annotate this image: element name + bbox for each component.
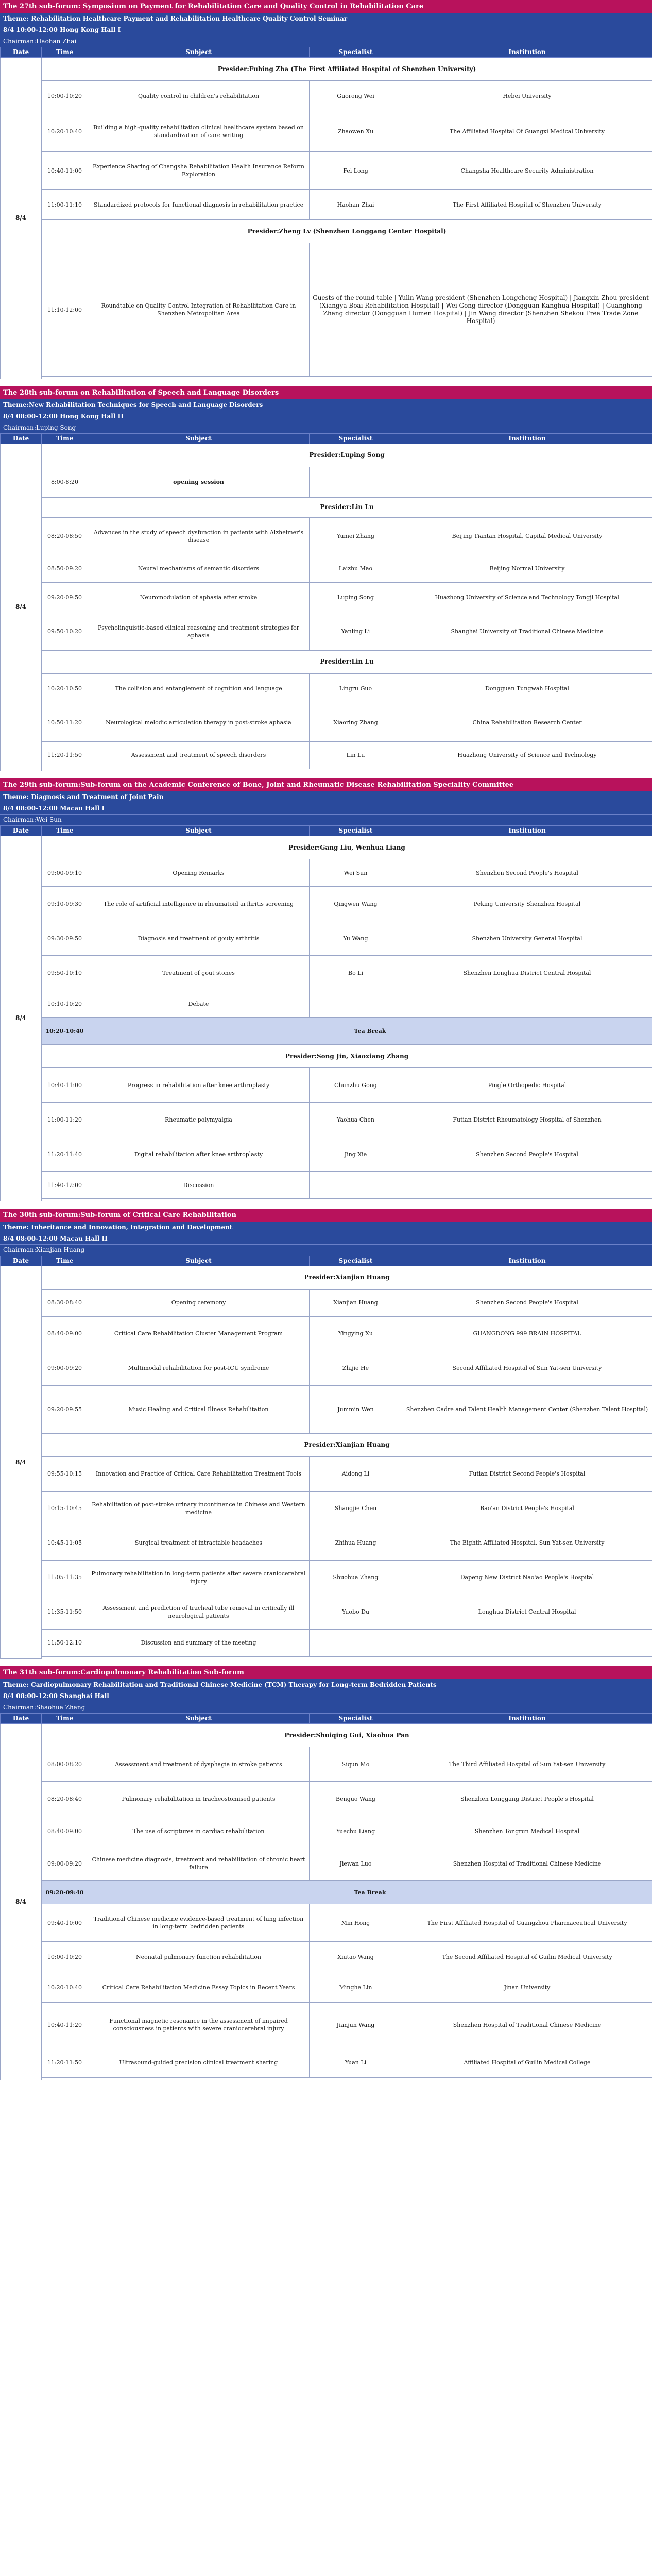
column-header: Date	[1, 1256, 42, 1266]
table-cell: Min Hong	[310, 1904, 402, 1942]
table-cell: Shenzhen Longhua District Central Hospital	[402, 956, 652, 990]
table-cell: Standardized protocols for functional diagnosis in rehabilitation practice	[88, 190, 310, 220]
column-header: Time	[42, 433, 88, 444]
table-cell: 09:00-09:10	[42, 859, 88, 887]
table-cell: 09:40-10:00	[42, 1904, 88, 1942]
table-cell: Debate	[88, 990, 310, 1018]
table-cell: Second Affiliated Hospital of Sun Yat-sen University	[402, 1351, 652, 1385]
table-cell	[42, 2078, 652, 2080]
table-cell: Opening Remarks	[88, 859, 310, 887]
table-cell	[310, 467, 402, 497]
table-cell: 09:10-09:30	[42, 887, 88, 921]
sub-forum-30-venue: 8/4 08:00-12:00 Macau Hall II	[0, 1233, 652, 1244]
sub-forum-28-banner: The 28th sub-forum on Rehabilitation of Speech and Language Disorders	[0, 386, 652, 399]
table-cell: 11:00-11:10	[42, 190, 88, 220]
table-row	[1, 81, 652, 111]
header-subject: Subject	[88, 47, 310, 58]
table-cell: Surgical treatment of intractable headaches	[88, 1526, 310, 1560]
column-header: Institution	[402, 433, 652, 444]
sub-forum-29-table	[0, 825, 652, 1201]
column-header: Time	[42, 1714, 88, 1724]
table-cell: Lingru Guo	[310, 673, 402, 704]
presider-row	[1, 1266, 652, 1289]
table-row	[1, 1103, 652, 1137]
table-cell: Diagnosis and treatment of gouty arthritis	[88, 921, 310, 956]
header-specialist: Specialist	[310, 47, 402, 58]
table-cell: 10:40-11:20	[42, 2003, 88, 2047]
table-cell: Beijing Normal University	[402, 555, 652, 582]
sub-forum-31-theme: Theme: Cardiopulmonary Rehabilitation and Traditional Chinese Medicine (TCM) Therapy for Long-term Bedridden Patients	[0, 1679, 652, 1690]
table-cell: Treatment of gout stones	[88, 956, 310, 990]
table-cell: 10:20-10:40	[42, 111, 88, 152]
table-row	[1, 517, 652, 555]
table-cell: Roundtable on Quality Control Integration of Rehabilitation Care in Shenzhen Metropolitan Area	[88, 243, 310, 377]
table-cell: The Third Affiliated Hospital of Sun Yat-sen University	[402, 1747, 652, 1782]
table-row	[1, 1846, 652, 1881]
sub-forum-31-chair: Chairman:Shaohua Zhang	[0, 1702, 652, 1713]
column-header: Institution	[402, 1256, 652, 1266]
table-header	[1, 433, 652, 444]
table-cell: 08:00-08:20	[42, 1747, 88, 1782]
table-cell: Assessment and treatment of speech disorders	[88, 741, 310, 769]
presider-row	[1, 836, 652, 859]
sub-forum-30-banner: The 30th sub-forum:Sub-forum of Critical Care Rehabilitation	[0, 1209, 652, 1222]
table-cell: Neural mechanisms of semantic disorders	[88, 555, 310, 582]
table-cell: Dongguan Tungwah Hospital	[402, 673, 652, 704]
table-cell	[42, 1199, 652, 1201]
table-cell: Functional magnetic resonance in the assessment of impaired consciousness in patients with severe craniocerebral injury	[88, 2003, 310, 2047]
table-cell: 09:20-09:55	[42, 1385, 88, 1433]
table-cell: 10:10-10:20	[42, 990, 88, 1018]
table-cell: Digital rehabilitation after knee arthroplasty	[88, 1137, 310, 1172]
column-header: Specialist	[310, 1714, 402, 1724]
table-cell: The collision and entanglement of cognition and language	[88, 673, 310, 704]
table-row	[1, 956, 652, 990]
table-cell: Critical Care Rehabilitation Medicine Essay Topics in Recent Years	[88, 1972, 310, 2003]
table-row	[1, 1526, 652, 1560]
table-cell: Huazhong University of Science and Technology	[402, 741, 652, 769]
table-cell: 08:40-09:00	[42, 1816, 88, 1846]
table-row	[1, 1385, 652, 1433]
date-cell: 8/4	[1, 58, 42, 379]
table-cell	[310, 1172, 402, 1199]
table-cell	[402, 990, 652, 1018]
table-cell: 08:50-09:20	[42, 555, 88, 582]
table-cell: Affiliated Hospital of Guilin Medical College	[402, 2047, 652, 2078]
sub-forum-31-venue: 8/4 08:00-12:00 Shanghai Hall	[0, 1690, 652, 1702]
table-cell: The Affiliated Hospital Of Guangxi Medical University	[402, 111, 652, 152]
table-cell: Shenzhen Tongrun Medical Hospital	[402, 1816, 652, 1846]
table-cell: 08:20-08:40	[42, 1782, 88, 1816]
table-cell: Haohan Zhai	[310, 190, 402, 220]
table-row	[1, 1816, 652, 1846]
column-header: Time	[42, 826, 88, 836]
table-cell: 11:35-11:50	[42, 1595, 88, 1629]
table-cell: Longhua District Central Hospital	[402, 1595, 652, 1629]
table-cell: Tea Break	[88, 1881, 652, 1904]
presider-row	[1, 58, 652, 81]
table-cell: Pulmonary rehabilitation in long-term patients after severe craniocerebral injury	[88, 1560, 310, 1595]
table-row	[1, 243, 652, 377]
table-cell: Laizhu Mao	[310, 555, 402, 582]
table-row	[1, 1629, 652, 1656]
table-cell: Opening ceremony	[88, 1289, 310, 1316]
sub-forum-29-banner: The 29th sub-forum:Sub-forum on the Academic Conference of Bone, Joint and Rheumatic Disease Rehabilitation Speciality Committee	[0, 778, 652, 791]
table-cell: Futian District Second People's Hospital	[402, 1456, 652, 1491]
table-cell: Chinese medicine diagnosis, treatment and rehabilitation of chronic heart failure	[88, 1846, 310, 1881]
table-cell: 11:05-11:35	[42, 1560, 88, 1595]
table-cell: 11:20-11:40	[42, 1137, 88, 1172]
table-cell	[402, 467, 652, 497]
table-row	[1, 1595, 652, 1629]
table-cell: 10:00-10:20	[42, 1942, 88, 1972]
table-cell: Presider:Lin Lu	[42, 497, 652, 517]
table-cell: Minghe Lin	[310, 1972, 402, 2003]
table-row	[1, 990, 652, 1018]
table-cell: Xianjian Huang	[310, 1289, 402, 1316]
table-cell: Building a high-quality rehabilitation clinical healthcare system based on standardization of care writing	[88, 111, 310, 152]
sub-forum-30-chair: Chairman:Xianjian Huang	[0, 1244, 652, 1256]
table-row	[1, 555, 652, 582]
table-row	[1, 613, 652, 650]
table-cell: Yaohua Chen	[310, 1103, 402, 1137]
table-cell: 11:10-12:00	[42, 243, 88, 377]
table-cell	[42, 1656, 652, 1659]
table-cell: 10:40-11:00	[42, 1068, 88, 1103]
table-cell: Huazhong University of Science and Technology Tongji Hospital	[402, 582, 652, 613]
table-cell: Qingwen Wang	[310, 887, 402, 921]
table-cell: The First Affiliated Hospital of Guangzhou Pharmaceutical University	[402, 1904, 652, 1942]
date-cell: 8/4	[1, 444, 42, 771]
table-cell: Bao'an District People's Hospital	[402, 1491, 652, 1526]
table-cell: Yuechu Liang	[310, 1816, 402, 1846]
table-cell: The use of scriptures in cardiac rehabilitation	[88, 1816, 310, 1846]
table-cell: Futian District Rheumatology Hospital of Shenzhen	[402, 1103, 652, 1137]
table-cell: Shenzhen Cadre and Talent Health Management Center (Shenzhen Talent Hospital)	[402, 1385, 652, 1433]
column-header: Time	[42, 1256, 88, 1266]
table-cell: Tea Break	[88, 1018, 652, 1045]
column-header: Subject	[88, 433, 310, 444]
table-cell: 10:20-10:40	[42, 1972, 88, 2003]
table-cell: Siqun Mo	[310, 1747, 402, 1782]
sub-forum-27-venue: 8/4 10:00-12:00 Hong Kong Hall I	[0, 24, 652, 36]
table-cell: 08:20-08:50	[42, 517, 88, 555]
table-cell: 10:45-11:05	[42, 1526, 88, 1560]
table-cell: Shenzhen Hospital of Traditional Chinese Medicine	[402, 1846, 652, 1881]
table-cell: Yuobo Du	[310, 1595, 402, 1629]
table-cell: Yu Wang	[310, 921, 402, 956]
sub-forum-27-banner: The 27th sub-forum: Symposium on Payment for Rehabilitation Care and Quality Control in Rehabilitation Care	[0, 0, 652, 13]
table-cell: Luping Song	[310, 582, 402, 613]
table-cell: 10:40-11:00	[42, 152, 88, 190]
table-cell: Presider:Song Jin, Xiaoxiang Zhang	[42, 1045, 652, 1068]
table-cell: 09:20-09:40	[42, 1881, 88, 1904]
table-cell: 10:20-10:40	[42, 1018, 88, 1045]
table-row	[1, 1137, 652, 1172]
table-cell: Jummin Wen	[310, 1385, 402, 1433]
table-cell: Yuan Li	[310, 2047, 402, 2078]
table-cell: Fei Long	[310, 152, 402, 190]
table-cell: Lin Lu	[310, 741, 402, 769]
table-cell: 09:20-09:50	[42, 582, 88, 613]
sub-forum-31-table	[0, 1713, 652, 2080]
table-cell	[402, 1629, 652, 1656]
table-cell	[42, 377, 652, 379]
table-cell: Zhihua Huang	[310, 1526, 402, 1560]
table-cell: Dapeng New District Nao'ao People's Hospital	[402, 1560, 652, 1595]
table-cell: Shenzhen Second People's Hospital	[402, 1137, 652, 1172]
table-cell: China Rehabilitation Research Center	[402, 704, 652, 741]
table-cell: 08:40-09:00	[42, 1316, 88, 1351]
table-header	[1, 826, 652, 836]
sub-forum-31-banner: The 31th sub-forum:Cardiopulmonary Rehabilitation Sub-forum	[0, 1666, 652, 1679]
table-row	[1, 152, 652, 190]
tea-break-row	[1, 1881, 652, 1904]
date-cell: 8/4	[1, 1724, 42, 2080]
table-cell: Presider:Xianjian Huang	[42, 1433, 652, 1456]
table-cell: Presider:Luping Song	[42, 444, 652, 467]
table-cell: Pulmonary rehabilitation in tracheostomised patients	[88, 1782, 310, 1816]
table-cell: Critical Care Rehabilitation Cluster Management Program	[88, 1316, 310, 1351]
sub-forum-29-theme: Theme: Diagnosis and Treatment of Joint Pain	[0, 791, 652, 803]
table-cell: Jiewan Luo	[310, 1846, 402, 1881]
table-cell: Neuromodulation of aphasia after stroke	[88, 582, 310, 613]
presider-cell: Presider:Fubing Zha (The First Affiliated Hospital of Shenzhen University)	[42, 58, 652, 81]
table-cell: 09:55-10:15	[42, 1456, 88, 1491]
table-cell: Multimodal rehabilitation for post-ICU syndrome	[88, 1351, 310, 1385]
table-row	[1, 704, 652, 741]
table-cell: GUANGDONG 999 BRAIN HOSPITAL	[402, 1316, 652, 1351]
table-cell: Neonatal pulmonary function rehabilitation	[88, 1942, 310, 1972]
sub-forum-28-venue: 8/4 08:00-12:00 Hong Kong Hall II	[0, 411, 652, 422]
table-cell: Shangjie Chen	[310, 1491, 402, 1526]
table-cell: Beijing Tiantan Hospital, Capital Medical University	[402, 517, 652, 555]
table-row	[1, 1904, 652, 1942]
table-cell: Presider:Shuiqing Gui, Xiaohua Pan	[42, 1724, 652, 1747]
table-cell	[310, 990, 402, 1018]
table-cell: Yanling Li	[310, 613, 402, 650]
table-cell: Xiutao Wang	[310, 1942, 402, 1972]
table-cell: Discussion	[88, 1172, 310, 1199]
sub-forum-27-theme: Theme: Rehabilitation Healthcare Payment and Rehabilitation Healthcare Quality Control Seminar	[0, 13, 652, 24]
table-cell: Jianjun Wang	[310, 2003, 402, 2047]
table-row	[1, 1289, 652, 1316]
column-header: Subject	[88, 1256, 310, 1266]
table-row	[1, 467, 652, 497]
presider-row	[1, 444, 652, 467]
table-cell: Shuohua Zhang	[310, 1560, 402, 1595]
table-cell: Wei Sun	[310, 859, 402, 887]
sub-forum-29-chair: Chairman:Wei Sun	[0, 814, 652, 825]
table-header	[1, 1714, 652, 1724]
table-cell: 09:50-10:20	[42, 613, 88, 650]
header-date: Date	[1, 47, 42, 58]
table-cell: Peking University Shenzhen Hospital	[402, 887, 652, 921]
table-cell: Guorong Wei	[310, 81, 402, 111]
table-cell: Guests of the round table | Yulin Wang president (Shenzhen Longcheng Hospital) | Jiangxin Zhou president (Xiangya Boai Rehabilitation Hospital) | Wei Gong director (Dongguan Kanghua Hospital) | Guanghong Zhang director (Dongguan Humen Hospital) | Jin Wang director (Shenzhen Shekou Free Trade Zone Hospital)	[310, 243, 652, 377]
sub-forum-29-venue: 8/4 08:00-12:00 Macau Hall I	[0, 803, 652, 814]
table-row	[1, 111, 652, 152]
table-row	[1, 921, 652, 956]
table-cell: Shenzhen Longgang District People's Hospital	[402, 1782, 652, 1816]
table-cell: opening session	[88, 467, 310, 497]
table-cell: Yumei Zhang	[310, 517, 402, 555]
table-cell: Shenzhen Second People's Hospital	[402, 1289, 652, 1316]
table-cell: Rehabilitation of post-stroke urinary incontinence in Chinese and Western medicine	[88, 1491, 310, 1526]
table-row	[1, 1068, 652, 1103]
table-cell: Shenzhen Second People's Hospital	[402, 859, 652, 887]
table-cell: Zhaowen Xu	[310, 111, 402, 152]
table-row	[1, 1351, 652, 1385]
table-row	[1, 1491, 652, 1526]
table-cell: Advances in the study of speech dysfunction in patients with Alzheimer's disease	[88, 517, 310, 555]
presider-row	[1, 1724, 652, 1747]
table-cell	[402, 1172, 652, 1199]
table-cell: 08:30-08:40	[42, 1289, 88, 1316]
table-cell	[310, 1629, 402, 1656]
sub-forum-28-chair: Chairman:Luping Song	[0, 422, 652, 433]
table-row	[1, 1972, 652, 2003]
sub-forum-30-theme: Theme: Inheritance and Innovation, Integration and Development	[0, 1222, 652, 1233]
table-cell: 09:30-09:50	[42, 921, 88, 956]
table-cell: Discussion and summary of the meeting	[88, 1629, 310, 1656]
column-header: Institution	[402, 1714, 652, 1724]
date-cell: 8/4	[1, 836, 42, 1201]
table-cell: The Second Affiliated Hospital of Guilin Medical University	[402, 1942, 652, 1972]
table-cell: Jing Xie	[310, 1137, 402, 1172]
table-cell: 11:20-11:50	[42, 741, 88, 769]
table-cell: 11:50-12:10	[42, 1629, 88, 1656]
table-cell: The Eighth Affiliated Hospital, Sun Yat-sen University	[402, 1526, 652, 1560]
column-header: Specialist	[310, 826, 402, 836]
column-header: Date	[1, 1714, 42, 1724]
table-cell: 09:00-09:20	[42, 1351, 88, 1385]
table-row	[1, 1456, 652, 1491]
table-cell: Bo Li	[310, 956, 402, 990]
table-cell: 10:50-11:20	[42, 704, 88, 741]
table-cell: Rheumatic polymyalgia	[88, 1103, 310, 1137]
column-header: Institution	[402, 826, 652, 836]
column-header: Date	[1, 433, 42, 444]
table-row	[1, 673, 652, 704]
table-row	[1, 741, 652, 769]
table-cell: Shenzhen University General Hospital	[402, 921, 652, 956]
table-row	[1, 859, 652, 887]
table-row	[1, 1747, 652, 1782]
table-cell: Yingying Xu	[310, 1316, 402, 1351]
table-cell: 10:15-10:45	[42, 1491, 88, 1526]
table-cell: Shanghai University of Traditional Chinese Medicine	[402, 613, 652, 650]
table-row	[1, 582, 652, 613]
presider-row	[1, 1433, 652, 1456]
table-cell: 09:50-10:10	[42, 956, 88, 990]
date-cell: 8/4	[1, 1266, 42, 1659]
table-cell: Quality control in children's rehabilitation	[88, 81, 310, 111]
sub-forum-28-table	[0, 433, 652, 772]
table-cell: Presider:Xianjian Huang	[42, 1266, 652, 1289]
table-row	[1, 1942, 652, 1972]
table-cell: Ultrasound-guided precision clinical treatment sharing	[88, 2047, 310, 2078]
table-row	[1, 190, 652, 220]
sub-forum-27-table	[0, 47, 652, 379]
table-row	[1, 887, 652, 921]
table-cell: Shenzhen Hospital of Traditional Chinese Medicine	[402, 2003, 652, 2047]
table-cell: Music Healing and Critical Illness Rehabilitation	[88, 1385, 310, 1433]
table-cell: Assessment and treatment of dysphagia in stroke patients	[88, 1747, 310, 1782]
presider-row	[1, 650, 652, 673]
presider-row	[1, 1045, 652, 1068]
table-cell: Jinan University	[402, 1972, 652, 2003]
sub-forum-28-theme: Theme:New Rehabilitation Techniques for Speech and Language Disorders	[0, 399, 652, 411]
table-cell: 8:00-8:20	[42, 467, 88, 497]
table-cell: The First Affiliated Hospital of Shenzhen University	[402, 190, 652, 220]
column-header: Date	[1, 826, 42, 836]
table-cell	[42, 769, 652, 771]
table-cell: Assessment and prediction of tracheal tube removal in critically ill neurological patients	[88, 1595, 310, 1629]
table-row	[1, 1316, 652, 1351]
table-cell: Traditional Chinese medicine evidence-based treatment of lung infection in long-term bedridden patients	[88, 1904, 310, 1942]
table-row	[1, 2047, 652, 2078]
table-cell: Presider:Lin Lu	[42, 650, 652, 673]
column-header: Specialist	[310, 433, 402, 444]
presider-row	[1, 497, 652, 517]
table-cell: Progress in rehabilitation after knee arthroplasty	[88, 1068, 310, 1103]
table-cell: 11:20-11:50	[42, 2047, 88, 2078]
table-cell: Innovation and Practice of Critical Care Rehabilitation Treatment Tools	[88, 1456, 310, 1491]
table-header	[1, 47, 652, 58]
table-row	[1, 2003, 652, 2047]
table-cell: The role of artificial intelligence in rheumatoid arthritis screening	[88, 887, 310, 921]
column-header: Subject	[88, 826, 310, 836]
header-time: Time	[42, 47, 88, 58]
table-cell: 11:40-12:00	[42, 1172, 88, 1199]
column-header: Specialist	[310, 1256, 402, 1266]
table-cell: Xiaoring Zhang	[310, 704, 402, 741]
table-cell: Pingle Orthopedic Hospital	[402, 1068, 652, 1103]
table-cell: 11:00-11:20	[42, 1103, 88, 1137]
table-cell: Neurological melodic articulation therapy in post-stroke aphasia	[88, 704, 310, 741]
table-cell: Hebei University	[402, 81, 652, 111]
table-cell: Zhijie He	[310, 1351, 402, 1385]
table-cell: 10:00-10:20	[42, 81, 88, 111]
presider-row	[1, 220, 652, 243]
table-cell: Presider:Gang Liu, Wenhua Liang	[42, 836, 652, 859]
table-row	[1, 1172, 652, 1199]
sub-forum-30-table	[0, 1256, 652, 1659]
table-row	[1, 1782, 652, 1816]
table-cell: Benguo Wang	[310, 1782, 402, 1816]
table-cell: Experience Sharing of Changsha Rehabilitation Health Insurance Reform Exploration	[88, 152, 310, 190]
table-cell: 10:20-10:50	[42, 673, 88, 704]
table-cell: Chunzhu Gong	[310, 1068, 402, 1103]
table-cell: 09:00-09:20	[42, 1846, 88, 1881]
table-cell: Psycholinguistic-based clinical reasoning and treatment strategies for aphasia	[88, 613, 310, 650]
column-header: Subject	[88, 1714, 310, 1724]
sub-forum-27-chair: Chairman:Haohan Zhai	[0, 36, 652, 47]
table-row	[1, 1560, 652, 1595]
header-institution: Institution	[402, 47, 652, 58]
table-cell: Changsha Healthcare Security Administration	[402, 152, 652, 190]
tea-break-row	[1, 1018, 652, 1045]
table-cell: Presider:Zheng Lv (Shenzhen Longgang Center Hospital)	[42, 220, 652, 243]
table-cell: Aidong Li	[310, 1456, 402, 1491]
table-header	[1, 1256, 652, 1266]
